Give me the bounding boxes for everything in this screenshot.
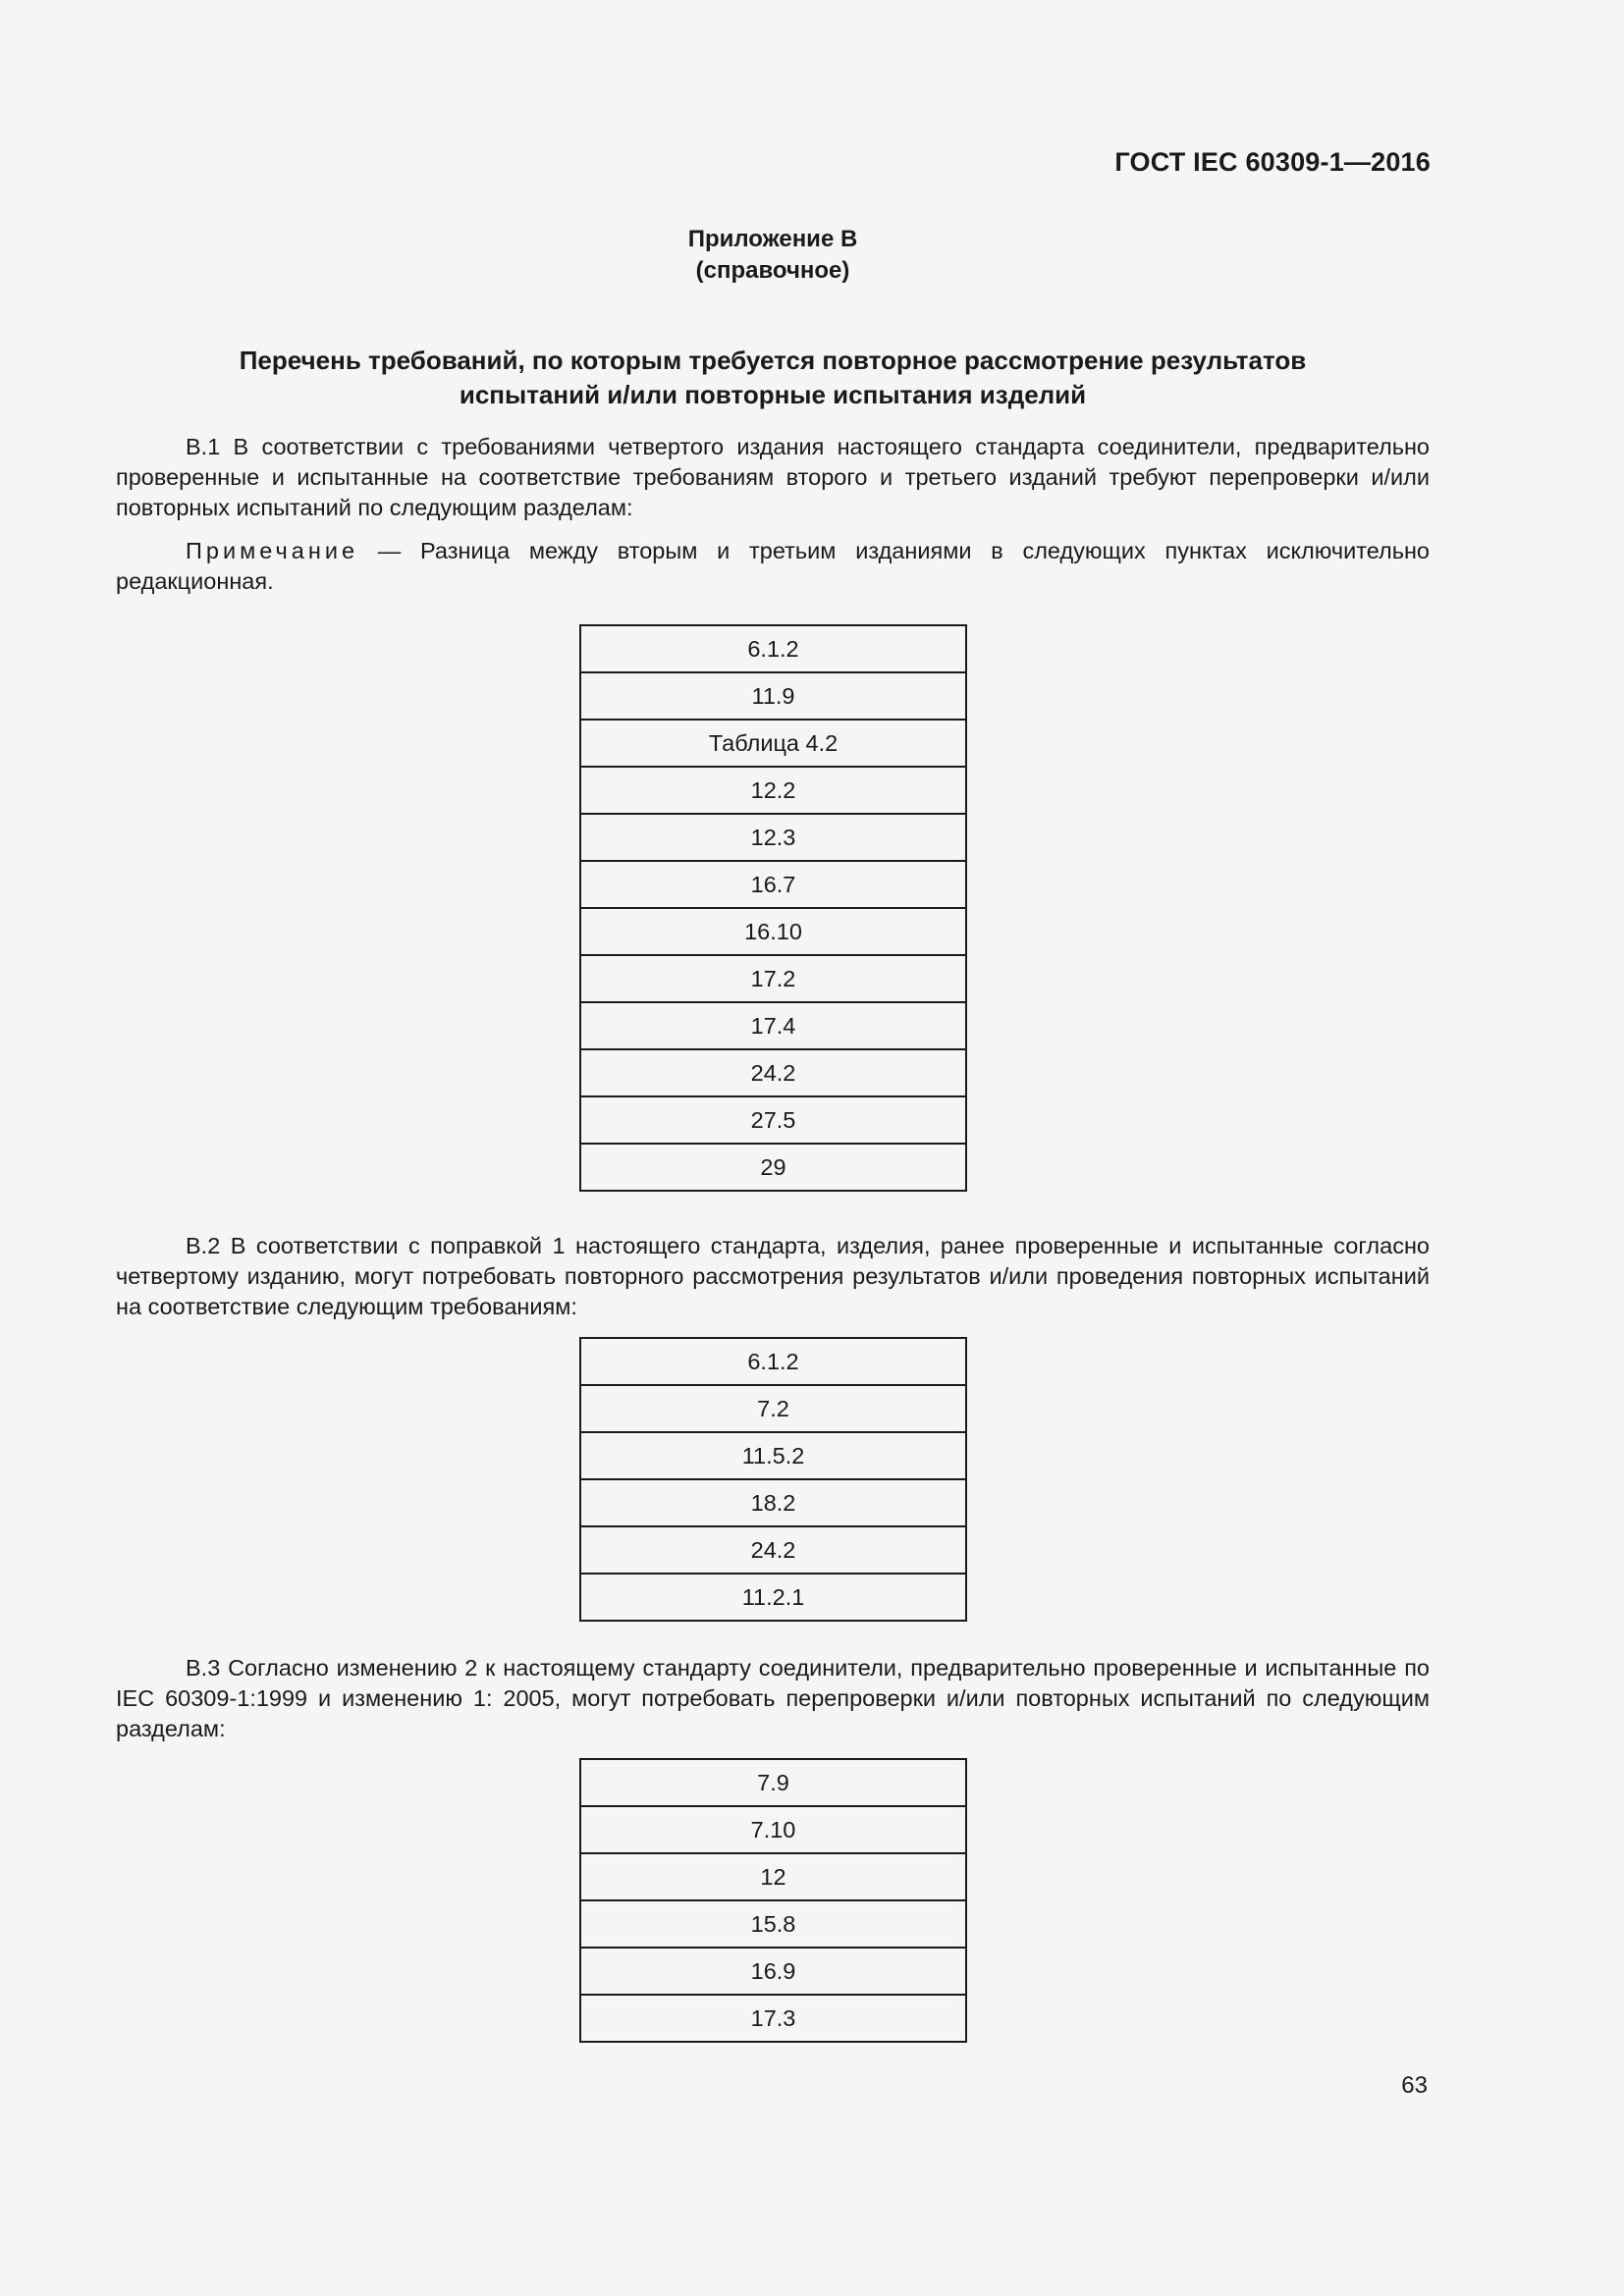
section-heading (116, 344, 1430, 412)
document-code: ГОСТ IEC 60309-1—2016 (1114, 147, 1431, 177)
paragraph-b2: В.2 В соответствии с поправкой 1 настоящего стандарта, изделия, ранее проверенные и испытанные согласно четвертому изданию, могут потребовать повторного рассмотрения результатов и/или проведения повторных испытаний на соответствие следующим требованиям: (116, 1233, 1430, 1319)
clauses-table-b2 (579, 1337, 967, 1622)
clause-cell: 27.5 (580, 1096, 966, 1144)
clause-cell: 15.8 (580, 1900, 966, 1948)
clause-cell: 16.9 (580, 1948, 966, 1995)
table-row (580, 1806, 966, 1853)
table-row (580, 908, 966, 955)
clause-cell: 17.3 (580, 1995, 966, 2042)
table-row (580, 1385, 966, 1432)
clause-cell: 7.10 (580, 1806, 966, 1853)
note-label: Примечание (186, 538, 359, 563)
clause-cell: 24.2 (580, 1526, 966, 1574)
table-row (580, 1096, 966, 1144)
table-row (580, 1995, 966, 2042)
clause-cell: 12.2 (580, 767, 966, 814)
clause-cell: 7.2 (580, 1385, 966, 1432)
clause-cell: 17.4 (580, 1002, 966, 1049)
table-row (580, 767, 966, 814)
table-row (580, 625, 966, 672)
table-row (580, 1338, 966, 1385)
clause-cell: 7.9 (580, 1759, 966, 1806)
annex-title-line1: Приложение В (687, 226, 858, 252)
clause-cell: 11.5.2 (580, 1432, 966, 1479)
clause-cell: 12.3 (580, 814, 966, 861)
note-text: — Разница между вторым и третьим изданиями в следующих пунктах исключительно редакционная. (116, 538, 1430, 594)
page-number: 63 (1401, 2072, 1428, 2099)
table-row (580, 861, 966, 908)
annex-title (0, 224, 1545, 287)
table-row (580, 1853, 966, 1900)
clause-cell: 24.2 (580, 1049, 966, 1096)
note-b1 (116, 536, 1430, 597)
clauses-table-b3 (579, 1758, 967, 2043)
table-row (580, 1144, 966, 1191)
clause-cell: 16.10 (580, 908, 966, 955)
clause-cell: Таблица 4.2 (580, 720, 966, 767)
paragraph-b3: В.3 Согласно изменению 2 к настоящему стандарту соединители, предварительно проверенные и испытанные по IEC 60309-1:1999 и изменению 1: 2005, могут потребовать перепроверки и/или повторных испытаний по следующим разделам: (116, 1655, 1430, 1741)
table-row (580, 1900, 966, 1948)
clause-cell: 18.2 (580, 1479, 966, 1526)
section-heading-line1: Перечень требований, по которым требуется повторное рассмотрение результатов (239, 346, 1307, 375)
clauses-table-b1 (579, 624, 967, 1192)
clause-cell: 16.7 (580, 861, 966, 908)
clause-cell: 17.2 (580, 955, 966, 1002)
clause-cell: 12 (580, 1853, 966, 1900)
paragraph-b1: В.1 В соответствии с требованиями четвертого издания настоящего стандарта соединители, предварительно проверенные и испытанные на соответствие требованиям второго и третьего изданий требуют перепроверки и/или повторных испытаний по следующим разделам: (116, 434, 1430, 520)
table-row (580, 1948, 966, 1995)
table-row (580, 955, 966, 1002)
clause-cell: 29 (580, 1144, 966, 1191)
section-heading-line2: испытаний и/или повторные испытания изделий (459, 380, 1087, 409)
table-row (580, 1002, 966, 1049)
table-row (580, 1759, 966, 1806)
table-row (580, 720, 966, 767)
clause-cell: 6.1.2 (580, 625, 966, 672)
table-row (580, 1526, 966, 1574)
table-row (580, 1479, 966, 1526)
clause-cell: 6.1.2 (580, 1338, 966, 1385)
table-row (580, 1574, 966, 1621)
annex-title-line2: (справочное) (695, 257, 850, 284)
clause-cell: 11.9 (580, 672, 966, 720)
table-row (580, 814, 966, 861)
table-row (580, 672, 966, 720)
clause-cell: 11.2.1 (580, 1574, 966, 1621)
table-row (580, 1049, 966, 1096)
table-row (580, 1432, 966, 1479)
